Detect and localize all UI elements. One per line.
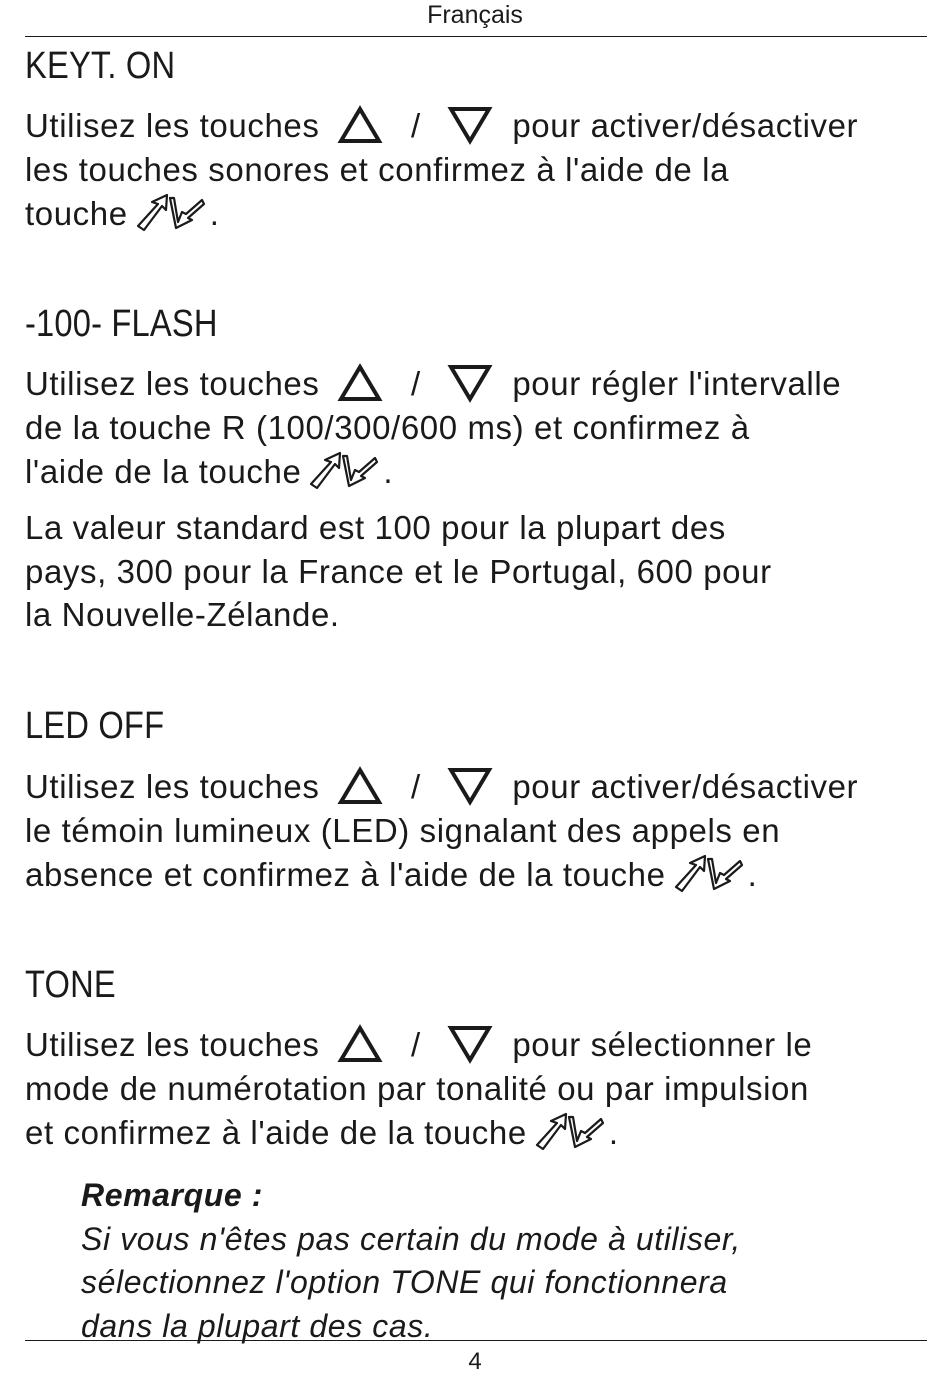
- page-number: 4: [468, 1348, 482, 1375]
- text-line: de la touche R (100/300/600 ms) et confirmez à: [25, 409, 750, 447]
- text-line: Utilisez les touches / pour sélectionner le: [25, 1026, 813, 1063]
- text-line: pays, 300 pour la France et le Portugal, 600 pour: [25, 552, 772, 590]
- text-line: dans la plupart des cas.: [81, 1307, 434, 1344]
- text-line: sélectionnez l'option TONE qui fonctionnera: [81, 1264, 728, 1300]
- section-heading-flash: -100- FLASH: [25, 303, 218, 345]
- text-line: le témoin lumineux (LED) signalant des appels en: [25, 812, 781, 850]
- section-text-keyt-on: [25, 104, 935, 236]
- text-line: mode de numérotation par tonalité ou par impulsion: [25, 1070, 809, 1108]
- page-language: Français: [427, 1, 523, 29]
- text-line: la Nouvelle-Zélande.: [25, 596, 340, 633]
- section-text-flash: [25, 362, 935, 494]
- triangle-down-icon: [447, 1024, 493, 1064]
- text-line: les touches sonores et confirmez à l'aide de la: [25, 151, 730, 189]
- triangle-up-icon: [337, 766, 383, 806]
- remark-title: Remarque :: [81, 1177, 264, 1213]
- section-heading-tone: TONE: [25, 964, 116, 1006]
- section-text-led-off: [25, 765, 935, 897]
- section-heading-keyt-on: KEYT. ON: [25, 45, 176, 87]
- remark-note: [81, 1174, 941, 1348]
- text-line: Utilisez les touches / pour activer/désactiver: [25, 107, 859, 144]
- triangle-up-icon: [337, 1024, 383, 1064]
- triangle-down-icon: [447, 105, 493, 145]
- confirm-key-icon: [134, 192, 208, 232]
- confirm-key-icon: [307, 450, 381, 490]
- text-line: et confirmez à l'aide de la touche .: [25, 1111, 935, 1155]
- section-text-tone: [25, 1023, 935, 1155]
- text-line: absence et confirmez à l'aide de la touche .: [25, 853, 935, 897]
- text-line: La valeur standard est 100 pour la plupart des: [25, 509, 726, 546]
- top-rule: [25, 36, 927, 37]
- text-line: touche .: [25, 192, 935, 236]
- text-line: Utilisez les touches / pour régler l'intervalle: [25, 365, 842, 402]
- section-note-flash-standard: [25, 506, 935, 637]
- text-line: l'aide de la touche .: [25, 450, 935, 494]
- section-heading-led-off: LED OFF: [25, 705, 165, 747]
- confirm-key-icon: [672, 853, 746, 893]
- triangle-down-icon: [447, 766, 493, 806]
- text-line: Utilisez les touches / pour activer/désactiver: [25, 768, 859, 805]
- text-line: Si vous n'êtes pas certain du mode à utiliser,: [81, 1220, 741, 1257]
- triangle-up-icon: [337, 363, 383, 403]
- confirm-key-icon: [533, 1111, 607, 1151]
- bottom-rule: [25, 1340, 927, 1341]
- triangle-up-icon: [337, 105, 383, 145]
- triangle-down-icon: [447, 363, 493, 403]
